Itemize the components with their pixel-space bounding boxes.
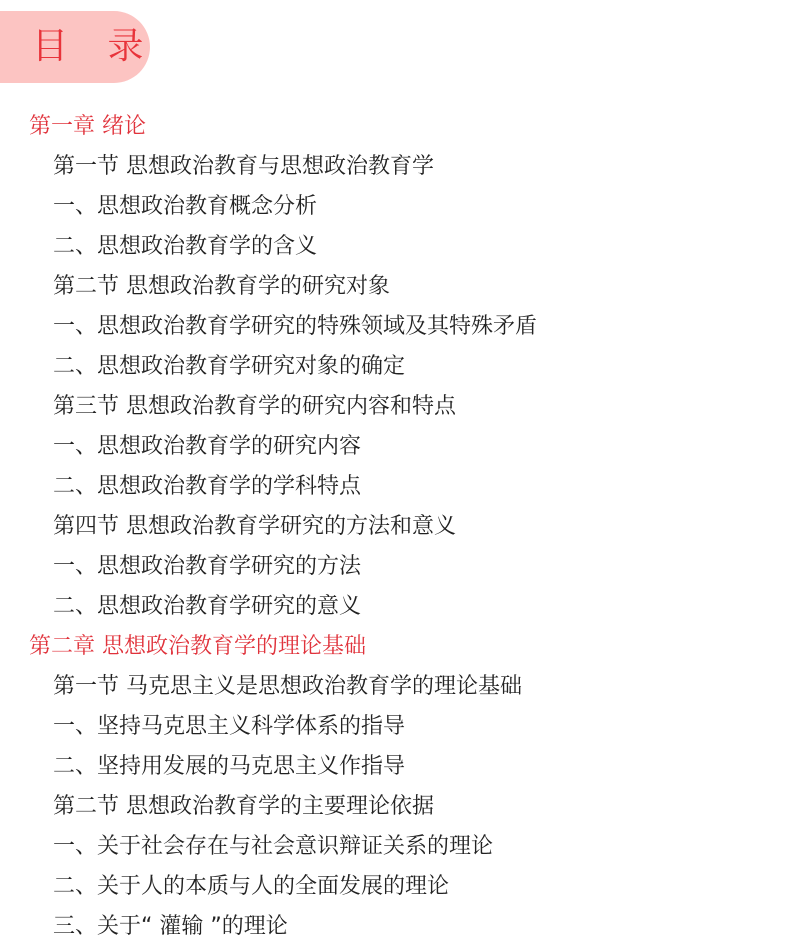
table-of-contents: [0, 107, 790, 947]
toc-section-1-1[interactable]: 第一节 思想政治教育与思想政治教育学: [53, 154, 434, 179]
toc-item[interactable]: 一、坚持马克思主义科学体系的指导: [53, 714, 406, 739]
page-title: 目 录: [32, 26, 158, 67]
toc-item[interactable]: 三、关于“ 灌输 ”的理论: [53, 914, 288, 939]
toc-item[interactable]: 一、关于社会存在与社会意识辩证关系的理论: [53, 834, 494, 859]
toc-item[interactable]: 二、思想政治教育学研究的意义: [53, 594, 362, 619]
toc-chapter-2[interactable]: 第二章 思想政治教育学的理论基础: [29, 634, 366, 659]
toc-item[interactable]: 一、思想政治教育概念分析: [53, 194, 318, 219]
toc-item[interactable]: 一、思想政治教育学研究的方法: [53, 554, 362, 579]
toc-chapter-1[interactable]: 第一章 绪论: [29, 114, 146, 139]
toc-item[interactable]: 二、思想政治教育学研究对象的确定: [53, 354, 406, 379]
toc-section-1-4[interactable]: 第四节 思想政治教育学研究的方法和意义: [53, 514, 456, 539]
toc-item[interactable]: 一、思想政治教育学的研究内容: [53, 434, 362, 459]
toc-section-2-2[interactable]: 第二节 思想政治教育学的主要理论依据: [53, 794, 434, 819]
toc-header-badge: [0, 11, 158, 83]
toc-item[interactable]: 一、思想政治教育学研究的特殊领域及其特殊矛盾: [53, 314, 538, 339]
toc-section-2-1[interactable]: 第一节 马克思主义是思想政治教育学的理论基础: [53, 674, 522, 699]
toc-item[interactable]: 二、坚持用发展的马克思主义作指导: [53, 754, 406, 779]
toc-item[interactable]: 二、关于人的本质与人的全面发展的理论: [53, 874, 450, 899]
toc-item[interactable]: 二、思想政治教育学的含义: [53, 234, 318, 259]
toc-section-1-2[interactable]: 第二节 思想政治教育学的研究对象: [53, 274, 390, 299]
toc-section-1-3[interactable]: 第三节 思想政治教育学的研究内容和特点: [53, 394, 456, 419]
toc-item[interactable]: 二、思想政治教育学的学科特点: [53, 474, 362, 499]
